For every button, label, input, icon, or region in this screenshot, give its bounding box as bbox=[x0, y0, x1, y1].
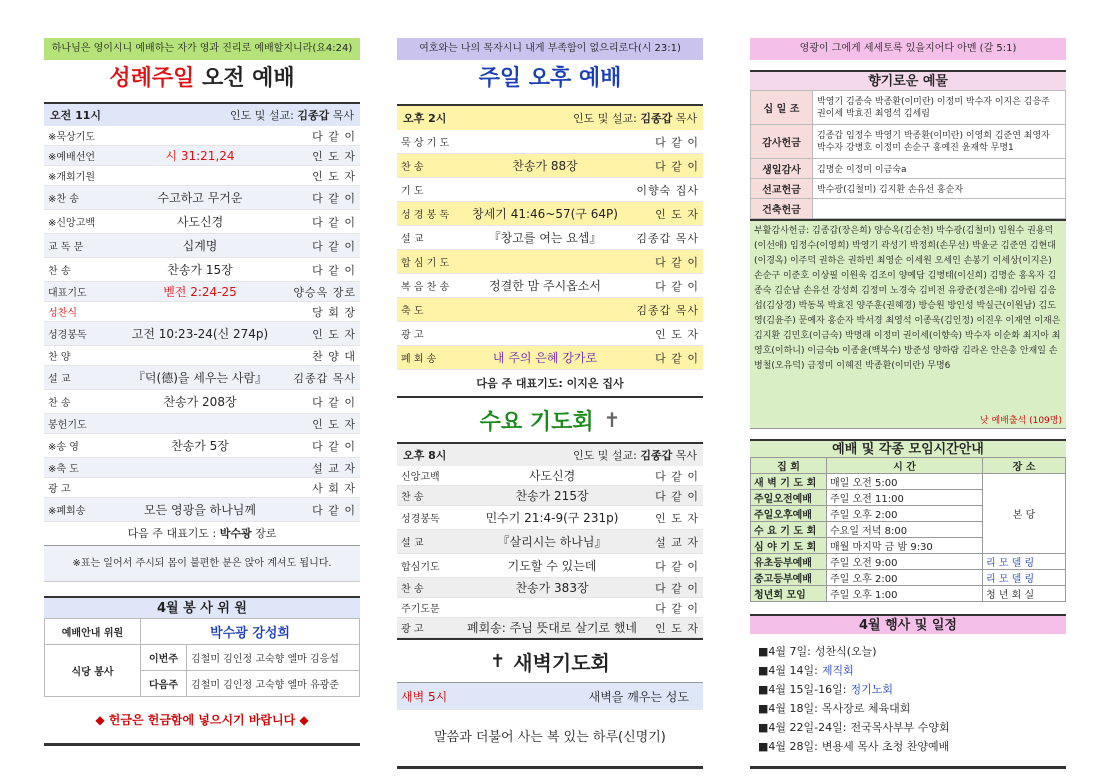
order-who: 다 같 이 bbox=[655, 469, 699, 483]
order-who: 인 도 자 bbox=[655, 511, 699, 525]
order-item: 합심기도 bbox=[401, 562, 440, 573]
order-row bbox=[44, 366, 360, 390]
order-row bbox=[397, 466, 703, 486]
easter-offering-list: 부활감사헌금: 김종갑(장은희) 양승옥(김순천) 박수광(김철미) 임원수 권용덕(이선애) 임정수(이영희) 박영기 곽성기 박정희(손무선) 박윤군 김준연 김현대(이경옥) 이주덕 권하은 권하빈 최영순 이세원 오세인 손봉기 이세상(이지은) 손순구 이준호 이상필 이원욱 김조이 양예담 김병태(이신희) 김명순 홍옥자 김종숙 김순남 손유선 강성희 김정미 노경숙 김비전 유광준(정은애) 김아림 김응섭(김상경) 박동복 박효진 양주훈(권혜경) 방승원 방인성 박실근(이원남) 김도영(김윤주) 문예자 홍순자 박서경 최영석 이종욱(김인정) 이진우 이재연 이재은 김지환 김민호(이금숙) 박명래 이정미 권이세(이향숙) 박수자 이순화 최지아 최영호(이하니) 이금숙b 이종윤(백복수) 방준성 양하람 김라온 안은총 안재일 손병철(오유덕) 금정미 이혜진 박종환(이미란) 무명6 bbox=[750, 219, 1066, 413]
order-item: 광 고 bbox=[48, 484, 71, 495]
order-row bbox=[397, 298, 703, 322]
order-content: 벧전 2:24-25 bbox=[163, 285, 237, 299]
order-who: 인 도 자 bbox=[655, 621, 699, 635]
order-who: 김종갑 목사 bbox=[636, 231, 699, 245]
order-row bbox=[44, 322, 360, 346]
order-row bbox=[397, 506, 703, 530]
order-who: 인 도 자 bbox=[655, 207, 699, 221]
service-header: 오전 11시 인도 및 설교: 김종갑 목사 bbox=[44, 102, 360, 126]
scripture-banner: 하나님은 영이시니 예배하는 자가 영과 진리로 예배할지니라(요4:24) bbox=[44, 38, 360, 60]
order-row bbox=[44, 282, 360, 302]
order-item: 찬 송 bbox=[48, 398, 71, 409]
event-item bbox=[750, 642, 1066, 661]
order-item: ※찬 송 bbox=[48, 194, 79, 205]
order-content: 찬송가 15장 bbox=[167, 263, 233, 277]
event-date: ■4월 22일-24일: bbox=[758, 721, 847, 734]
order-content: 모든 영광을 하나님께 bbox=[144, 503, 256, 517]
offering-title: 향기로운 예물 bbox=[750, 70, 1066, 90]
order-item: 설 교 bbox=[401, 538, 424, 549]
order-item: 광 고 bbox=[401, 624, 424, 635]
order-row bbox=[397, 598, 703, 618]
order-row bbox=[397, 530, 703, 554]
order-item: ※예배선언 bbox=[48, 152, 96, 163]
order-who: 다 같 이 bbox=[655, 255, 699, 269]
order-item: 폐 회 송 bbox=[401, 354, 437, 365]
event-text: 전국목사부부 수양회 bbox=[850, 721, 950, 734]
order-content: 십계명 bbox=[182, 239, 218, 253]
afternoon-order bbox=[397, 130, 703, 370]
order-row bbox=[44, 498, 360, 522]
order-row bbox=[397, 178, 703, 202]
order-who: 양승옥 장로 bbox=[293, 285, 356, 299]
order-content: 고전 10:23-24(신 274p) bbox=[131, 327, 269, 341]
offering-table: 십 일 조 박영기 김종숙 박종환(이미란) 이정미 박수자 이지은 김응주 권이세 박효진 최영석 김세림 감사헌금 김종갑 임정수 박영기 박종환(이미란) 이영희 김준연 최영자 박수자 강병호 이정미 손순구 홍예진 윤재학 무명1 생일감사 김명순 이정미 이금숙a 선교헌금 박수광(김철미) 김지환 손유선 홍순자 건축헌금 bbox=[750, 90, 1066, 219]
event-date: ■4월 28일: bbox=[758, 740, 818, 753]
event-item bbox=[750, 661, 1066, 680]
order-item: ※묵상기도 bbox=[48, 132, 96, 143]
order-row bbox=[397, 486, 703, 506]
order-who: 김종갑 목사 bbox=[636, 303, 699, 317]
morning-service-column bbox=[44, 38, 360, 746]
event-text: 제직회 bbox=[821, 664, 854, 677]
order-row bbox=[44, 126, 360, 146]
event-date: ■4월 15일-16일: bbox=[758, 683, 847, 696]
order-row bbox=[397, 578, 703, 598]
order-who: 다 같 이 bbox=[655, 559, 699, 573]
order-row bbox=[44, 258, 360, 282]
order-item: 찬 송 bbox=[401, 584, 424, 595]
order-item: 찬 송 bbox=[401, 492, 424, 503]
order-row bbox=[44, 302, 360, 322]
afternoon-service-column bbox=[397, 38, 703, 769]
event-date: ■4월 7일: bbox=[758, 645, 811, 658]
order-row bbox=[44, 458, 360, 478]
order-row bbox=[44, 478, 360, 498]
order-row bbox=[397, 346, 703, 370]
order-content: 사도신경 bbox=[528, 469, 576, 483]
order-who: 인 도 자 bbox=[655, 327, 699, 341]
order-row bbox=[44, 166, 360, 186]
order-item: 묵 상 기 도 bbox=[401, 138, 450, 149]
order-row bbox=[397, 130, 703, 154]
event-item bbox=[750, 699, 1066, 718]
order-item: 찬 송 bbox=[401, 162, 424, 173]
scripture-banner: 영광이 그에게 세세토록 있을지어다 아멘 (갈 5:1) bbox=[750, 38, 1066, 60]
event-text: 정기노회 bbox=[850, 683, 893, 696]
order-content: 『살리시는 하나님』 bbox=[497, 535, 607, 549]
order-who: 김종갑 목사 bbox=[293, 371, 356, 385]
order-row bbox=[397, 618, 703, 638]
order-content: 수고하고 무거운 bbox=[157, 191, 243, 205]
order-item: ※개회기원 bbox=[48, 172, 96, 183]
order-who: 당 회 장 bbox=[312, 305, 356, 319]
order-content: 찬송가 208장 bbox=[163, 395, 237, 409]
order-row bbox=[397, 554, 703, 578]
order-who: 사 회 자 bbox=[312, 481, 356, 495]
schedule-title: 예배 및 각종 모임시간안내 bbox=[750, 439, 1066, 457]
order-item: 찬 송 bbox=[48, 266, 71, 277]
order-item: 찬 양 bbox=[48, 352, 71, 363]
offering-notice: ◆ 헌금은 헌금함에 넣으시기 바랍니다 ◆ bbox=[95, 713, 309, 727]
order-row bbox=[44, 234, 360, 258]
order-who: 찬 양 대 bbox=[312, 349, 356, 363]
order-row bbox=[397, 202, 703, 226]
event-date: ■4월 14일: bbox=[758, 664, 818, 677]
order-content: 기도할 수 있는데 bbox=[507, 559, 597, 573]
order-item: 설 교 bbox=[401, 234, 424, 245]
order-content: 『덕(德)을 세우는 사람』 bbox=[132, 371, 268, 385]
event-item bbox=[750, 718, 1066, 737]
order-row bbox=[397, 226, 703, 250]
order-who: 다 같 이 bbox=[312, 239, 356, 253]
order-who: 다 같 이 bbox=[312, 263, 356, 277]
order-item: 성찬식 bbox=[48, 308, 77, 319]
order-row bbox=[44, 390, 360, 414]
order-content: 찬송가 88장 bbox=[512, 159, 578, 173]
service-committee-table: 예배안내 위원 박수광 강성희 식당 봉사 이번주 김철미 김인정 고숙향 엘마 김응섭 다음주 김철미 김인정 고숙향 엘마 유광준 bbox=[44, 618, 360, 697]
order-who: 인 도 자 bbox=[312, 327, 356, 341]
order-who: 설 교 자 bbox=[312, 461, 356, 475]
order-who: 다 같 이 bbox=[655, 489, 699, 503]
event-date: ■4월 18일: bbox=[758, 702, 818, 715]
order-who: 인 도 자 bbox=[312, 169, 356, 183]
order-item: 합 심 기 도 bbox=[401, 258, 450, 269]
wednesday-title: 수요 기도회 ✝ bbox=[479, 408, 621, 435]
order-row bbox=[44, 146, 360, 166]
order-row bbox=[397, 154, 703, 178]
event-text: 성찬식(오늘) bbox=[814, 645, 877, 658]
cross-icon: ✝ bbox=[603, 408, 621, 432]
events-list bbox=[750, 642, 1066, 756]
order-content: 찬송가 215장 bbox=[515, 489, 589, 503]
next-prayer: 다음 주 대표기도 : 박수광 장로 bbox=[44, 522, 360, 546]
event-text: 변용세 목사 초청 찬양예배 bbox=[821, 740, 950, 753]
order-content: 폐회송: 주님 뜻대로 살기로 했네 bbox=[467, 621, 637, 635]
service-header: 오후 2시 인도 및 설교: 김종갑 목사 bbox=[397, 104, 703, 130]
order-item: 성경봉독 bbox=[48, 330, 87, 341]
order-who: 다 같 이 bbox=[312, 129, 356, 143]
wednesday-header: 오후 8시 인도 및 설교: 김종갑 목사 bbox=[397, 442, 703, 466]
order-who: 이향숙 집사 bbox=[636, 183, 699, 197]
order-content: 창세기 41:46~57(구 64P) bbox=[472, 207, 618, 221]
order-row bbox=[397, 274, 703, 298]
order-item: 성 경 봉 독 bbox=[401, 210, 450, 221]
order-row bbox=[44, 346, 360, 366]
standing-note: ※표는 일어서 주시되 몸이 불편한 분은 앉아 계셔도 됩니다. bbox=[44, 546, 360, 582]
order-item: 설 교 bbox=[48, 374, 71, 385]
order-who: 다 같 이 bbox=[312, 503, 356, 517]
order-item: 기 도 bbox=[401, 186, 424, 197]
order-item: ※폐회송 bbox=[48, 506, 86, 517]
schedule-table: 집 회 시 간 장 소 새 벽 기 도 회 매일 오전 5:00 본 당 주일오전예배 주일 오전 11:00 주일오후예배 주일 오후 2:00 수 요 기 도 회 수요일 저녁 8:00 심 야 기 도 회 매월 마지막 금 밤 9:30 유초등부예배 주일 오전 9:00 리 모 델 링 중고등부예배 주일 오후 2:00 리 모 델 링 청년회 모임 주일 오후 1:00 청 년 회 실 bbox=[750, 457, 1066, 602]
offering-column bbox=[750, 38, 1066, 769]
order-item: 교 독 문 bbox=[48, 242, 84, 253]
order-who: 인 도 자 bbox=[312, 417, 356, 431]
order-content: 시 31:21,24 bbox=[165, 149, 235, 163]
order-row bbox=[397, 250, 703, 274]
order-content: 내 주의 은혜 강가로 bbox=[492, 351, 598, 365]
order-item: 봉헌기도 bbox=[48, 420, 87, 431]
events-title: 4월 행사 및 일정 bbox=[750, 614, 1066, 634]
order-content: 『창고를 여는 요셉』 bbox=[488, 231, 602, 245]
order-row bbox=[397, 322, 703, 346]
event-item bbox=[750, 737, 1066, 756]
order-who: 다 같 이 bbox=[655, 601, 699, 615]
order-of-worship bbox=[44, 126, 360, 522]
order-content: 민수기 21:4-9(구 231p) bbox=[485, 511, 619, 525]
order-item: 복 음 찬 송 bbox=[401, 282, 450, 293]
order-who: 다 같 이 bbox=[312, 395, 356, 409]
wednesday-order bbox=[397, 466, 703, 638]
cross-icon: ✝ bbox=[490, 650, 506, 672]
order-row bbox=[44, 434, 360, 458]
order-row bbox=[44, 186, 360, 210]
event-text: 목사장로 체육대회 bbox=[821, 702, 911, 715]
scripture-banner: 여호와는 나의 목자시니 내게 부족함이 없으리로다(시 23:1) bbox=[397, 38, 703, 60]
order-item: ※송 영 bbox=[48, 442, 79, 453]
dawn-row: 새벽 5시 새벽을 깨우는 성도 bbox=[397, 682, 703, 710]
order-row bbox=[44, 414, 360, 434]
order-content: 사도신경 bbox=[176, 215, 224, 229]
order-item: 주기도문 bbox=[401, 604, 440, 615]
next-prayer: 다음 주 대표기도: 이지은 집사 bbox=[397, 370, 703, 398]
order-content: 찬송가 383장 bbox=[515, 581, 589, 595]
order-who: 다 같 이 bbox=[655, 135, 699, 149]
order-who: 다 같 이 bbox=[655, 159, 699, 173]
order-who: 다 같 이 bbox=[312, 439, 356, 453]
order-item: 성경봉독 bbox=[401, 514, 440, 525]
order-item: ※신앙고백 bbox=[48, 218, 96, 229]
order-who: 인 도 자 bbox=[312, 149, 356, 163]
order-who: 다 같 이 bbox=[655, 351, 699, 365]
order-item: 축 도 bbox=[401, 306, 424, 317]
afternoon-title: 주일 오후 예배 bbox=[478, 65, 622, 91]
order-item: 대표기도 bbox=[48, 288, 87, 299]
page-title: 성례주일 오전 예배 bbox=[109, 65, 295, 91]
service-committee-title: 4월 봉 사 위 원 bbox=[44, 596, 360, 618]
order-item: 신앙고백 bbox=[401, 472, 440, 483]
dawn-title: ✝ 새벽기도회 bbox=[397, 638, 703, 682]
event-item bbox=[750, 680, 1066, 699]
attendance: 낮 예배출석 (109명) bbox=[750, 413, 1066, 429]
order-who: 다 같 이 bbox=[655, 581, 699, 595]
motto: 말씀과 더불어 사는 복 있는 하루(신명기) bbox=[434, 730, 666, 745]
order-item: ※축 도 bbox=[48, 464, 79, 475]
order-content: 정결한 맘 주시옵소서 bbox=[489, 279, 601, 293]
order-item: 광 고 bbox=[401, 330, 424, 341]
order-content: 찬송가 5장 bbox=[171, 439, 229, 453]
order-who: 다 같 이 bbox=[655, 279, 699, 293]
order-row bbox=[44, 210, 360, 234]
order-who: 설 교 자 bbox=[655, 535, 699, 549]
order-who: 다 같 이 bbox=[312, 191, 356, 205]
order-who: 다 같 이 bbox=[312, 215, 356, 229]
